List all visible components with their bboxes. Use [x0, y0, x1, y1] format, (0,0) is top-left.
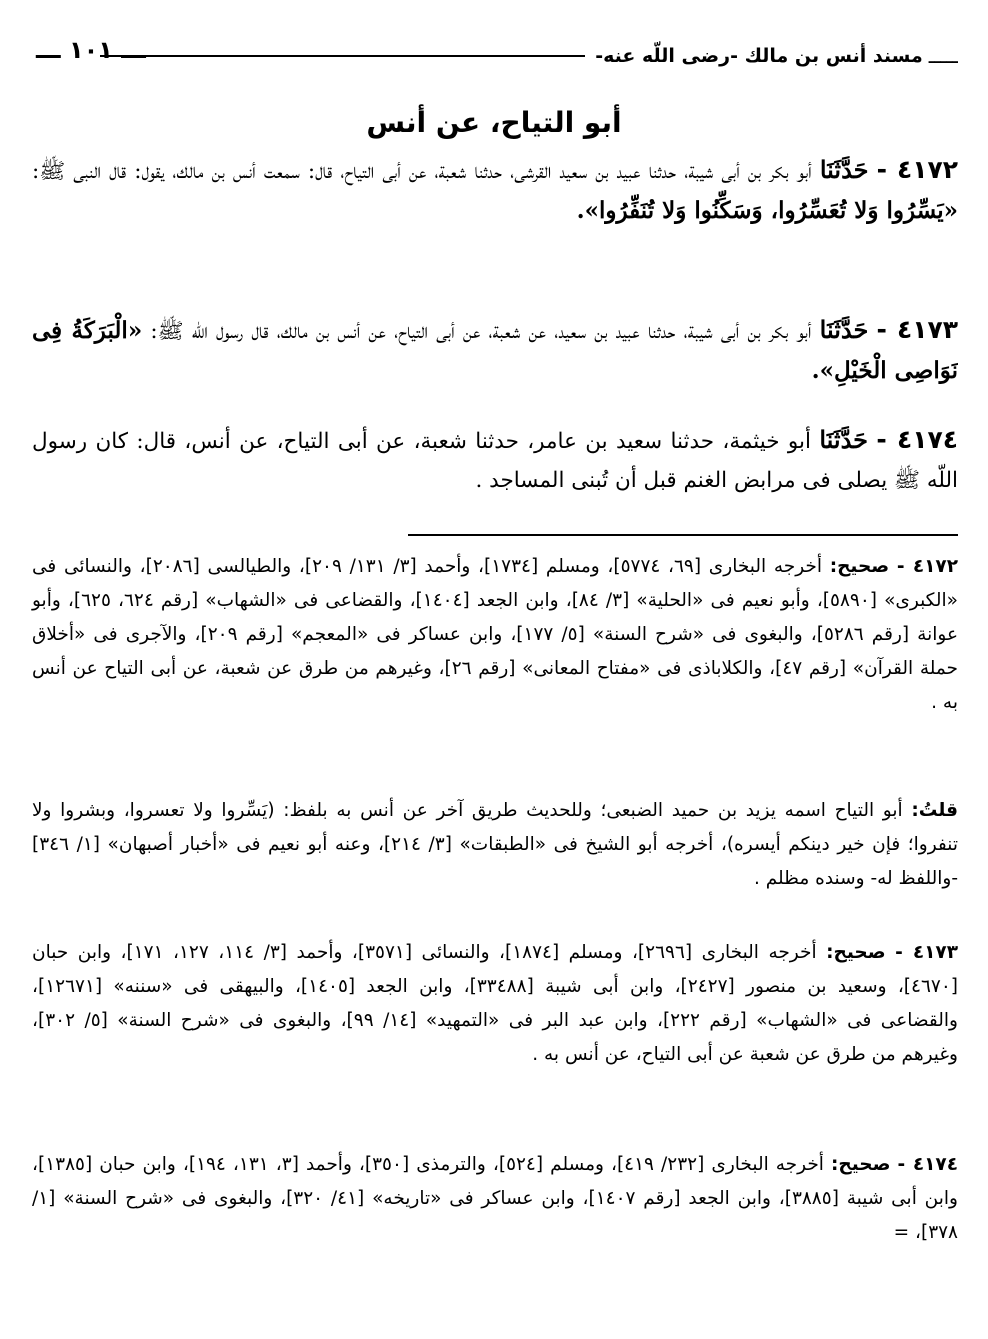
note-grade: صحيح:: [826, 942, 886, 963]
note-label: ٤١٧٢ -: [896, 556, 958, 577]
hadith-4174: [32, 420, 958, 500]
hadith-4173: [32, 310, 958, 391]
hadith-keyword: حَدَّثَنَا: [819, 155, 869, 184]
hadith-text: أبو بكر بن أبى شيبة، حدثنا عبيد بن سعيد القرشى، حدثنا شعبة، عن أبى التياح، قال: سمعت أنس بن مالك، يقول: قال النبى ﷺ:: [32, 159, 812, 184]
hadith-number: ٤١٧٤ -: [876, 425, 958, 454]
header-rule: [100, 55, 585, 57]
footnote-4172: [32, 550, 958, 720]
book-page: [30, 28, 958, 1318]
hadith-keyword: حَدَّثَنَا: [819, 315, 869, 344]
hadith-number: ٤١٧٢ -: [876, 155, 958, 184]
running-header: [90, 36, 958, 76]
hadith-text: أبو خيثمة، حدثنا سعيد بن عامر، حدثنا شعبة، عن أبى التياح، عن أنس، قال: كان رسول اللّه ﷺ يصلى فى مرابض الغنم قبل أن تُبنى المساجد .: [32, 429, 958, 493]
footnote-divider: [408, 534, 958, 536]
footnote-4174: [32, 1148, 958, 1250]
page-number: ـــ ١٠١ ـــ: [36, 36, 146, 64]
note-label: ٤١٧٤ -: [897, 1154, 958, 1175]
note-text: أبو التياح اسمه يزيد بن حميد الضبعى؛ وللحديث طريق آخر عن أنس به بلفظ: (يَسِّروا ولا تعسروا، وبشروا ولا تنفروا؛ فإن خير دينكم أيسره)، أخرجه أبو الشيخ فى «الطبقات» [٣/ ٢١٤]، وعنه أبو نعيم فى «أخبار أصبهان» [١/ ٣٤٦] -واللفظ له- وسنده مظلم .: [32, 800, 958, 889]
hadith-4172: [32, 150, 958, 231]
running-title: مسند أنس بن مالك -رضى اللّه عنه-: [595, 45, 923, 67]
note-text: أخرجه البخارى [٢٦٩٦]، ومسلم [١٨٧٤]، والنسائى [٣٥٧١]، وأحمد [٣/ ١١٤، ١٢٧، ١٧١]، وابن حبان [٤٦٧٠]، وسعيد بن منصور [٢٤٢٧]، وابن أبى شيبة [٣٣٤٨٨]، وابن الجعد [١٤٠٥]، والبيهقى فى «سننه» [١٢٦٧١]، والقضاعى فى «الشهاب» [رقم ٢٢٢]، وابن عبد البر فى «التمهيد» [١٤/ ٩٩]، والبغوى فى «شرح السنة» [٥/ ٣٠٢]، وغيرهم من طرق عن شعبة عن أبى التياح، عن أنس به .: [32, 942, 958, 1065]
footnote-comment: [32, 794, 958, 896]
note-label: قلتُ:: [911, 800, 958, 821]
note-grade: صحيح:: [830, 1154, 891, 1175]
hadith-number: ٤١٧٣ -: [876, 315, 958, 344]
footnote-4173: [32, 936, 958, 1072]
note-text: أخرجه البخارى [٦٩، ٥٧٧٤]، ومسلم [١٧٣٤]، وأحمد [٣/ ١٣١/ ٢٠٩]، والطيالسى [٢٠٨٦]، والنسائى فى «الكبرى» [٥٨٩٠]، وأبو نعيم فى «الحلية» [٣/ ٨٤]، وابن الجعد [١٤٠٤]، والقضاعى فى «الشهاب» [رقم ٦٢٤، ٦٢٥]، وأبو عوانة [رقم ٥٢٨٦]، والبغوى فى «شرح السنة» [٥/ ١٧٧]، وابن عساكر فى «المعجم» [رقم ٢٠٩]، والآجرى فى «أخلاق حملة القرآن» [رقم ٤٧]، والكلاباذى فى «مفتاح المعانى» [رقم ٢٦]، وغيرهم من طرق عن شعبة، عن أبى التياح عن أنس به .: [32, 556, 958, 713]
note-label: ٤١٧٣ -: [895, 942, 958, 963]
hadith-keyword: حَدَّثَنَا: [819, 425, 868, 454]
header-dash: ـــــ: [928, 44, 958, 68]
hadith-quote: «يَسِّرُوا وَلا تُعَسِّرُوا، وَسَكِّنُوا وَلا تُنَفِّرُوا».: [576, 197, 958, 224]
chapter-title: أبو التياح، عن أنس: [366, 106, 622, 139]
hadith-text: أبو بكر بن أبى شيبة، حدثنا عبيد بن سعيد، عن شعبة، عن أبى التياح، عن أنس بن مالك، قال رسول اللّه ﷺ:: [150, 319, 812, 344]
note-text: أخرجه البخارى [٢٣٢/ ٤١٩]، ومسلم [٥٢٤]، والترمذى [٣٥٠]، وأحمد [٣، ١٣١، ١٩٤]، وابن حبان [١٣٨٥]، وابن أبى شيبة [٣٨٨٥]، وابن الجعد [رقم ١٤٠٧]، وابن عساكر فى «تاريخه» [٤١/ ٣٢٠]، والبغوى فى «شرح السنة» [١/ ٣٧٨]، =: [32, 1154, 958, 1243]
note-grade: صحيح:: [829, 556, 890, 577]
hadith-quote: «الْبَرَكَةُ فِى نَوَاصِى الْخَيْلِ».: [32, 317, 958, 384]
